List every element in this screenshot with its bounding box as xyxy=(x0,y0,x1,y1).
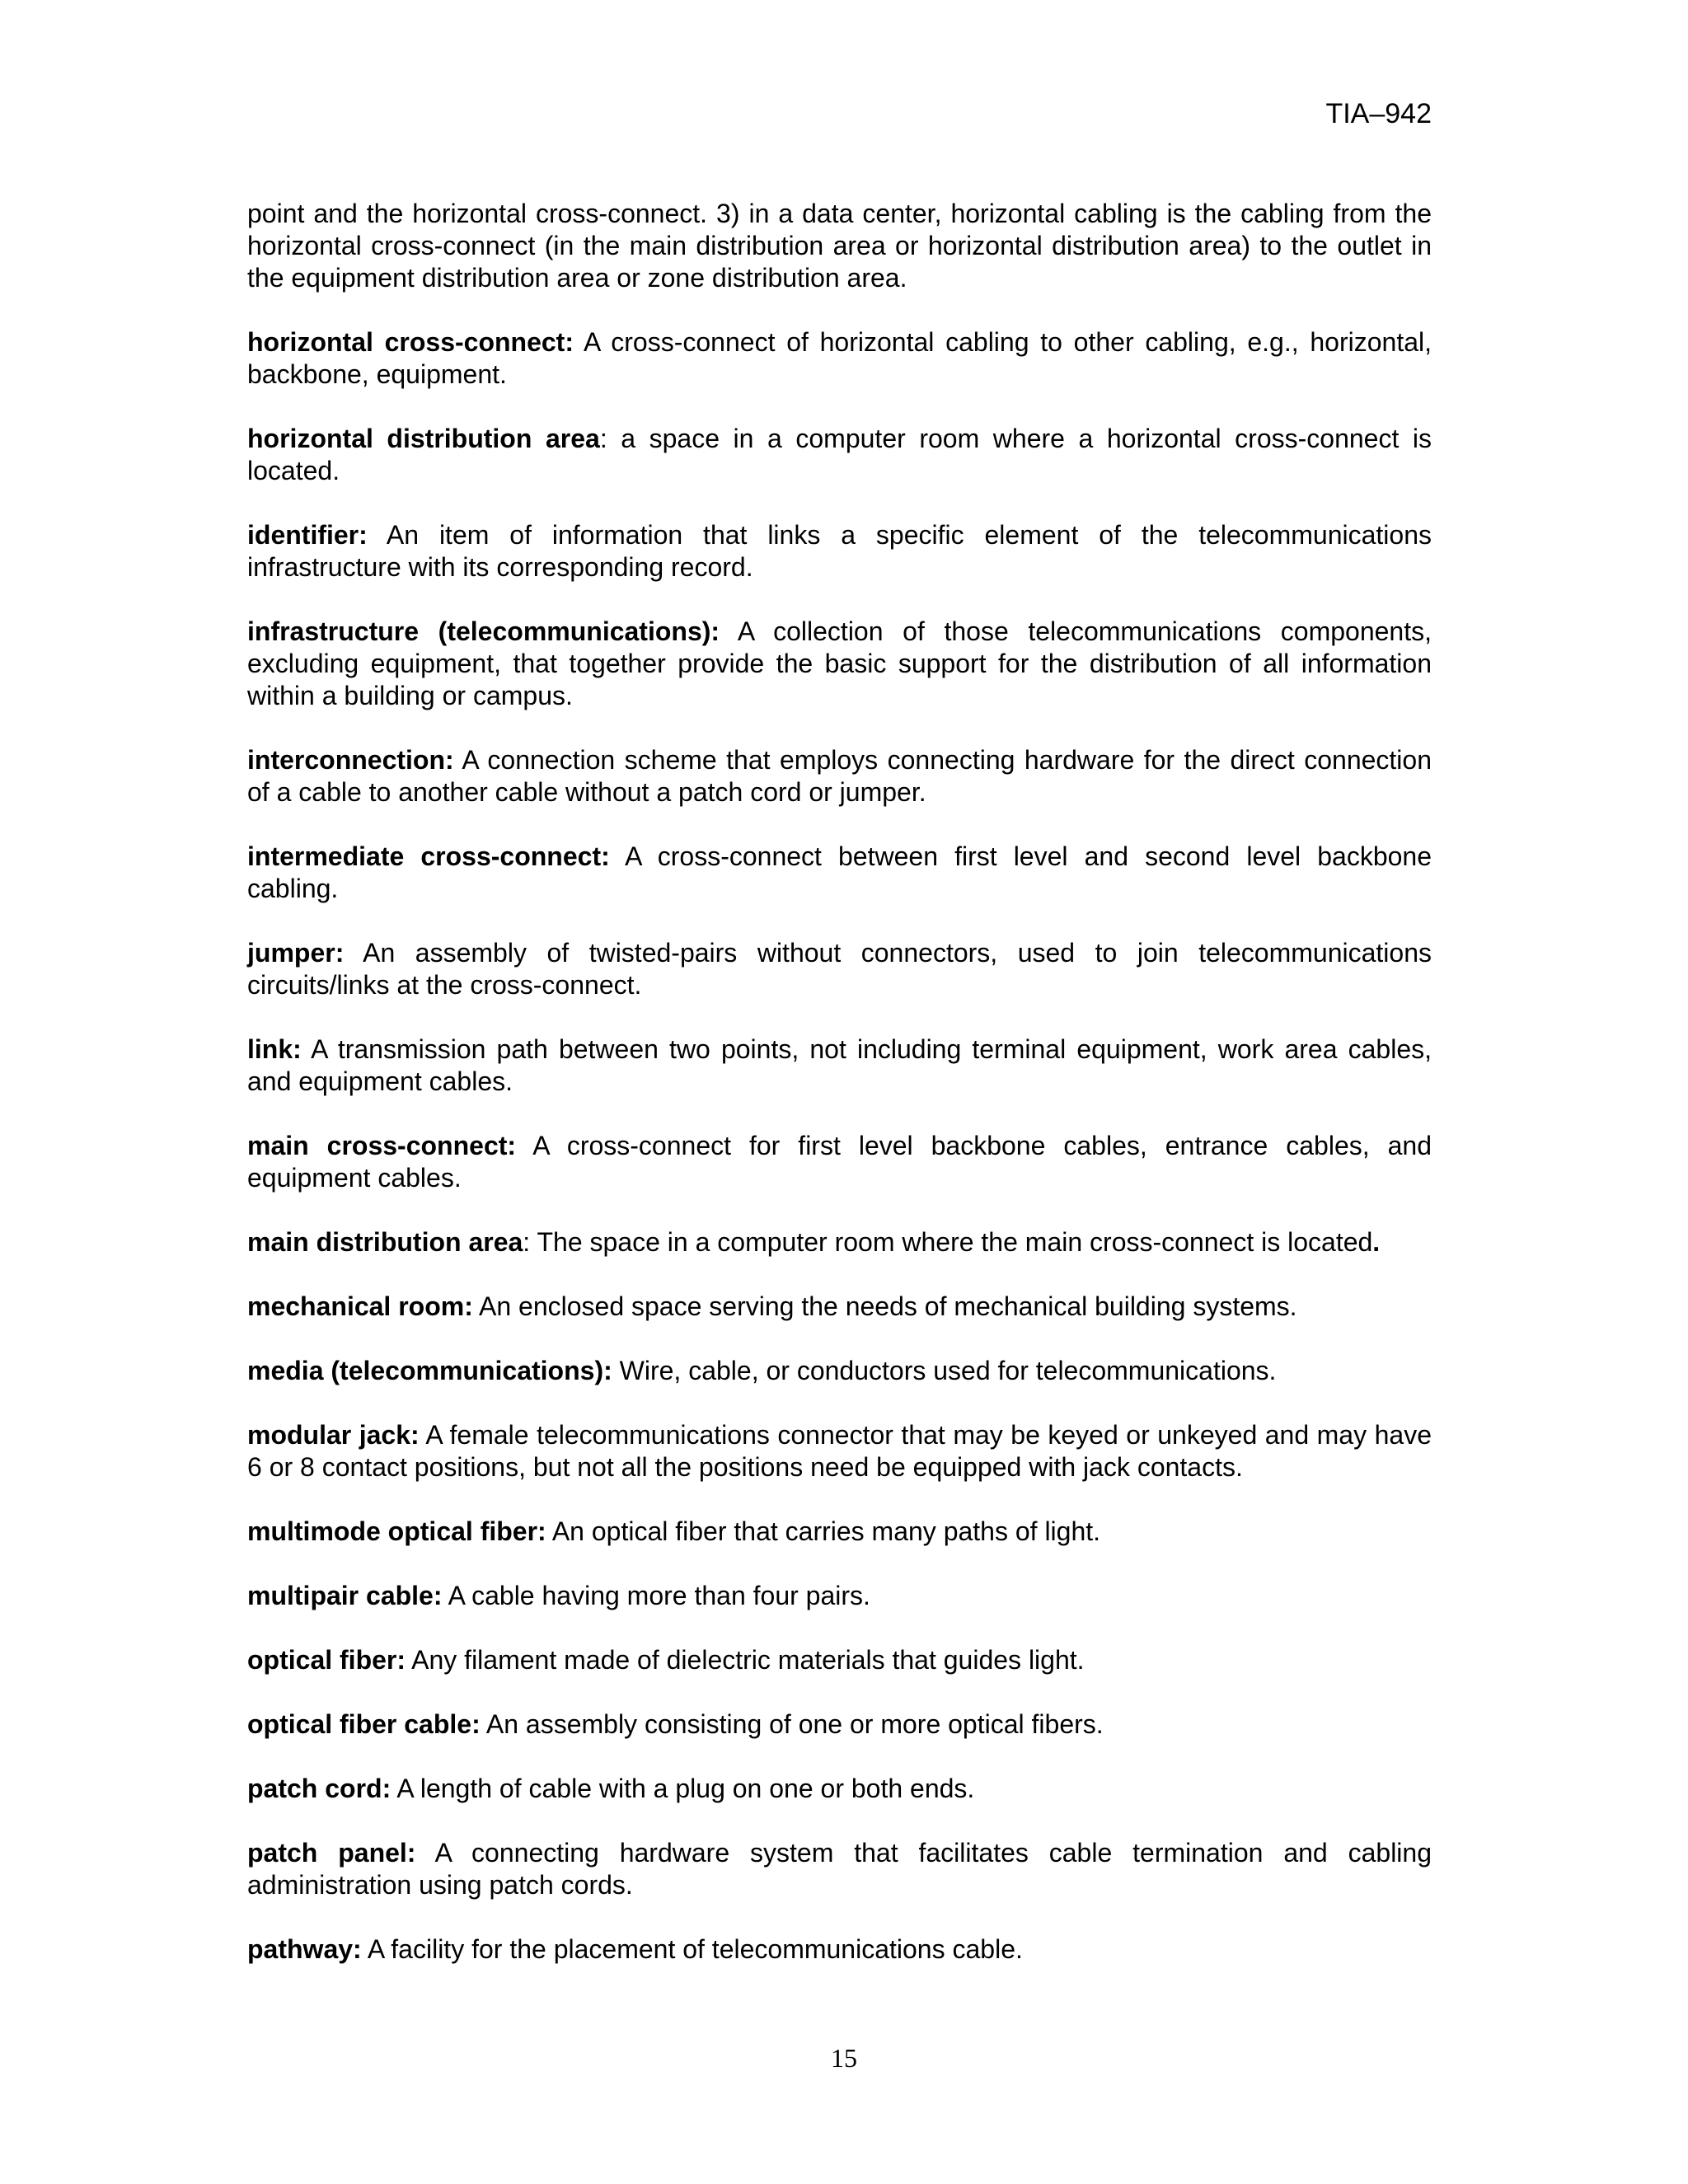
glossary-definition: A cross-connect between first level and second level backbone cabling. xyxy=(247,841,1432,903)
glossary-entry-identifier xyxy=(247,519,1432,583)
glossary-definition: : The space in a computer room where the main cross-connect is located xyxy=(523,1227,1373,1257)
glossary-entry-infrastructure xyxy=(247,616,1432,712)
glossary-term: media (telecommunications): xyxy=(247,1356,612,1385)
glossary-entry-main-cross-connect xyxy=(247,1130,1432,1194)
glossary-definition: A cross-connect of horizontal cabling to other cabling, e.g., horizontal, backbone, equipment. xyxy=(247,327,1432,389)
glossary-definition: : a space in a computer room where a horizontal cross-connect is located. xyxy=(247,424,1432,485)
glossary-entry-optical-fiber xyxy=(247,1644,1432,1676)
glossary-entry-main-distribution-area xyxy=(247,1226,1432,1258)
glossary-term: optical fiber cable: xyxy=(247,1709,481,1739)
glossary-entry-multipair-cable xyxy=(247,1580,1432,1612)
glossary-end-mark: . xyxy=(1372,1227,1381,1257)
glossary-definition: A facility for the placement of telecommunications cable. xyxy=(361,1934,1023,1964)
glossary-definition: An item of information that links a specific element of the telecommunications infrastructure with its corresponding record. xyxy=(247,520,1432,582)
glossary-definition: A connection scheme that employs connecting hardware for the direct connection of a cable to another cable without a patch cord or jumper. xyxy=(247,745,1432,807)
glossary-term: horizontal cross-connect: xyxy=(247,327,574,357)
glossary-entry-optical-fiber-cable xyxy=(247,1708,1432,1741)
glossary-term: main cross-connect: xyxy=(247,1131,517,1160)
glossary-definition: An enclosed space serving the needs of mechanical building systems. xyxy=(472,1291,1297,1321)
glossary-entry-jumper xyxy=(247,937,1432,1001)
glossary-term: optical fiber: xyxy=(247,1645,406,1675)
glossary-term: interconnection: xyxy=(247,745,454,775)
glossary-term: patch panel: xyxy=(247,1838,416,1868)
glossary-definition: An assembly consisting of one or more optical fibers. xyxy=(480,1709,1104,1739)
glossary-entry-modular-jack xyxy=(247,1419,1432,1483)
glossary-definition: A cross-connect for first level backbone cables, entrance cables, and equipment cables. xyxy=(247,1131,1432,1193)
glossary-term: infrastructure (telecommunications): xyxy=(247,616,720,646)
glossary-content xyxy=(247,198,1432,1998)
glossary-entry-multimode-optical-fiber xyxy=(247,1516,1432,1548)
glossary-entry-horizontal-distribution-area xyxy=(247,423,1432,487)
glossary-entry-horizontal-cross-connect xyxy=(247,326,1432,391)
glossary-term: mechanical room: xyxy=(247,1291,473,1321)
glossary-term: identifier: xyxy=(247,520,368,550)
glossary-definition: An optical fiber that carries many paths of light. xyxy=(546,1516,1101,1546)
glossary-definition: A length of cable with a plug on one or both ends. xyxy=(391,1774,975,1803)
glossary-term: main distribution area xyxy=(247,1227,523,1257)
document-id-header: TIA–942 xyxy=(1325,98,1432,129)
glossary-definition: Any filament made of dielectric materials that guides light. xyxy=(406,1645,1085,1675)
glossary-term: intermediate cross-connect: xyxy=(247,841,610,871)
glossary-term: multimode optical fiber: xyxy=(247,1516,546,1546)
glossary-term: pathway: xyxy=(247,1934,362,1964)
glossary-definition: A transmission path between two points, not including terminal equipment, work area cables, and equipment cables. xyxy=(247,1034,1432,1096)
glossary-definition: Wire, cable, or conductors used for telecommunications. xyxy=(612,1356,1277,1385)
glossary-term: horizontal distribution area xyxy=(247,424,600,453)
continuation-paragraph: point and the horizontal cross-connect. 3) in a data center, horizontal cabling is the cabling from the horizontal cross-connect (in the main distribution area or horizontal distribution area) to the outlet in the equipment distribution area or zone distribution area. xyxy=(247,199,1432,293)
glossary-entry-patch-panel xyxy=(247,1837,1432,1901)
glossary-definition: A collection of those telecommunications components, excluding equipment, that together provide the basic support for the distribution of all information within a building or campus. xyxy=(247,616,1432,710)
glossary-entry-intermediate-cross-connect xyxy=(247,841,1432,905)
glossary-definition: A connecting hardware system that facilitates cable termination and cabling administration using patch cords. xyxy=(247,1838,1432,1900)
page-number: 15 xyxy=(831,2043,857,2073)
glossary-definition: A cable having more than four pairs. xyxy=(442,1581,870,1610)
glossary-entry-pathway xyxy=(247,1933,1432,1966)
glossary-term: patch cord: xyxy=(247,1774,392,1803)
glossary-term: jumper: xyxy=(247,938,345,968)
glossary-entry-interconnection xyxy=(247,744,1432,808)
glossary-entry-mechanical-room xyxy=(247,1291,1432,1323)
glossary-entry-media xyxy=(247,1355,1432,1387)
glossary-term: modular jack: xyxy=(247,1420,420,1450)
glossary-term: link: xyxy=(247,1034,302,1064)
glossary-entry-link xyxy=(247,1033,1432,1098)
glossary-term: multipair cable: xyxy=(247,1581,443,1610)
glossary-definition: A female telecommunications connector that may be keyed or unkeyed and may have 6 or 8 contact positions, but not all the positions need be equipped with jack contacts. xyxy=(247,1420,1432,1482)
glossary-entry-patch-cord xyxy=(247,1773,1432,1805)
glossary-definition: An assembly of twisted-pairs without connectors, used to join telecommunications circuits/links at the cross-connect. xyxy=(247,938,1432,1000)
